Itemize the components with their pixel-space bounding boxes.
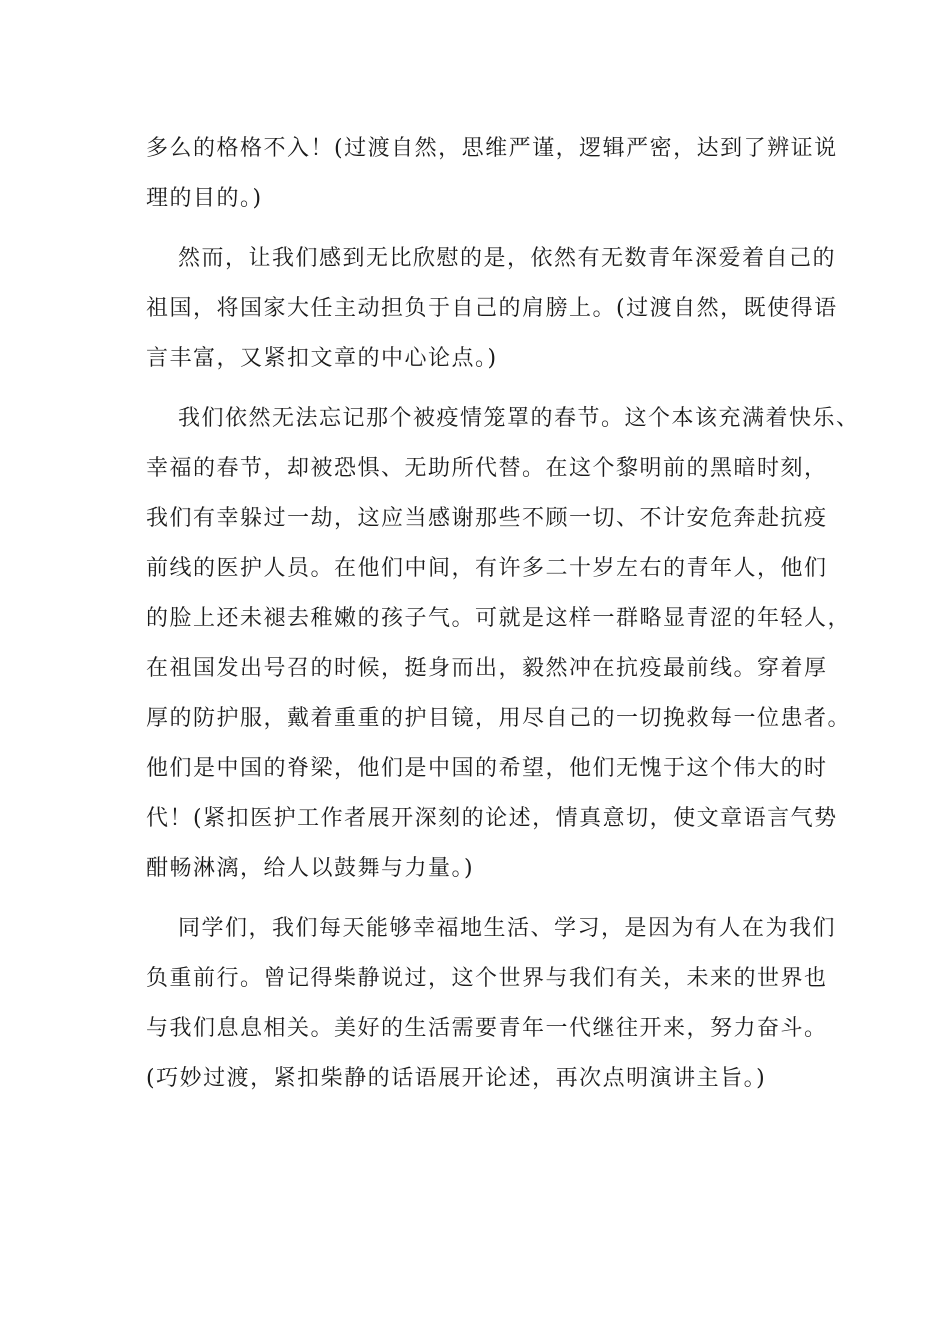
paragraph-first-line: 同学们，我们每天能够幸福地生活、学习，是因为有人在为我们: [178, 916, 837, 941]
text-line: 理的目的。): [146, 186, 263, 211]
paragraph-first-line: 我们依然无法忘记那个被疫情笼罩的春节。这个本该充满着快乐、: [178, 406, 860, 431]
text-line: 代！(紧扣医护工作者展开深刻的论述，情真意切，使文章语言气势: [146, 806, 838, 831]
text-line: (巧妙过渡，紧扣柴静的话语展开论述，再次点明演讲主旨。): [146, 1066, 767, 1091]
text-line: 多么的格格不入！(过渡自然，思维严谨，逻辑严密，达到了辨证说: [146, 136, 838, 161]
text-line: 酣畅淋漓，给人以鼓舞与力量。): [146, 856, 475, 881]
text-line: 言丰富，又紧扣文章的中心论点。): [146, 346, 498, 371]
text-line: 负重前行。曾记得柴静说过，这个世界与我们有关，未来的世界也: [146, 966, 828, 991]
text-line: 与我们息息相关。美好的生活需要青年一代继往开来，努力奋斗。: [146, 1016, 828, 1041]
text-line: 在祖国发出号召的时候，挺身而出，毅然冲在抗疫最前线。穿着厚: [146, 656, 828, 681]
text-line: 他们是中国的脊梁，他们是中国的希望，他们无愧于这个伟大的时: [146, 756, 828, 781]
text-line: 祖国，将国家大任主动担负于自己的肩膀上。(过渡自然，既使得语: [146, 296, 838, 321]
text-line: 前线的医护人员。在他们中间，有许多二十岁左右的青年人，他们: [146, 556, 828, 581]
paragraph-first-line: 然而，让我们感到无比欣慰的是，依然有无数青年深爱着自己的: [178, 246, 837, 271]
text-line: 我们有幸躲过一劫，这应当感谢那些不顾一切、不计安危奔赴抗疫: [146, 506, 828, 531]
text-line: 厚的防护服，戴着重重的护目镜，用尽自己的一切挽救每一位患者。: [146, 706, 852, 731]
text-line: 幸福的春节，却被恐惧、无助所代替。在这个黎明前的黑暗时刻，: [146, 456, 828, 481]
text-line: 的脸上还未褪去稚嫩的孩子气。可就是这样一群略显青涩的年轻人，: [146, 606, 852, 631]
